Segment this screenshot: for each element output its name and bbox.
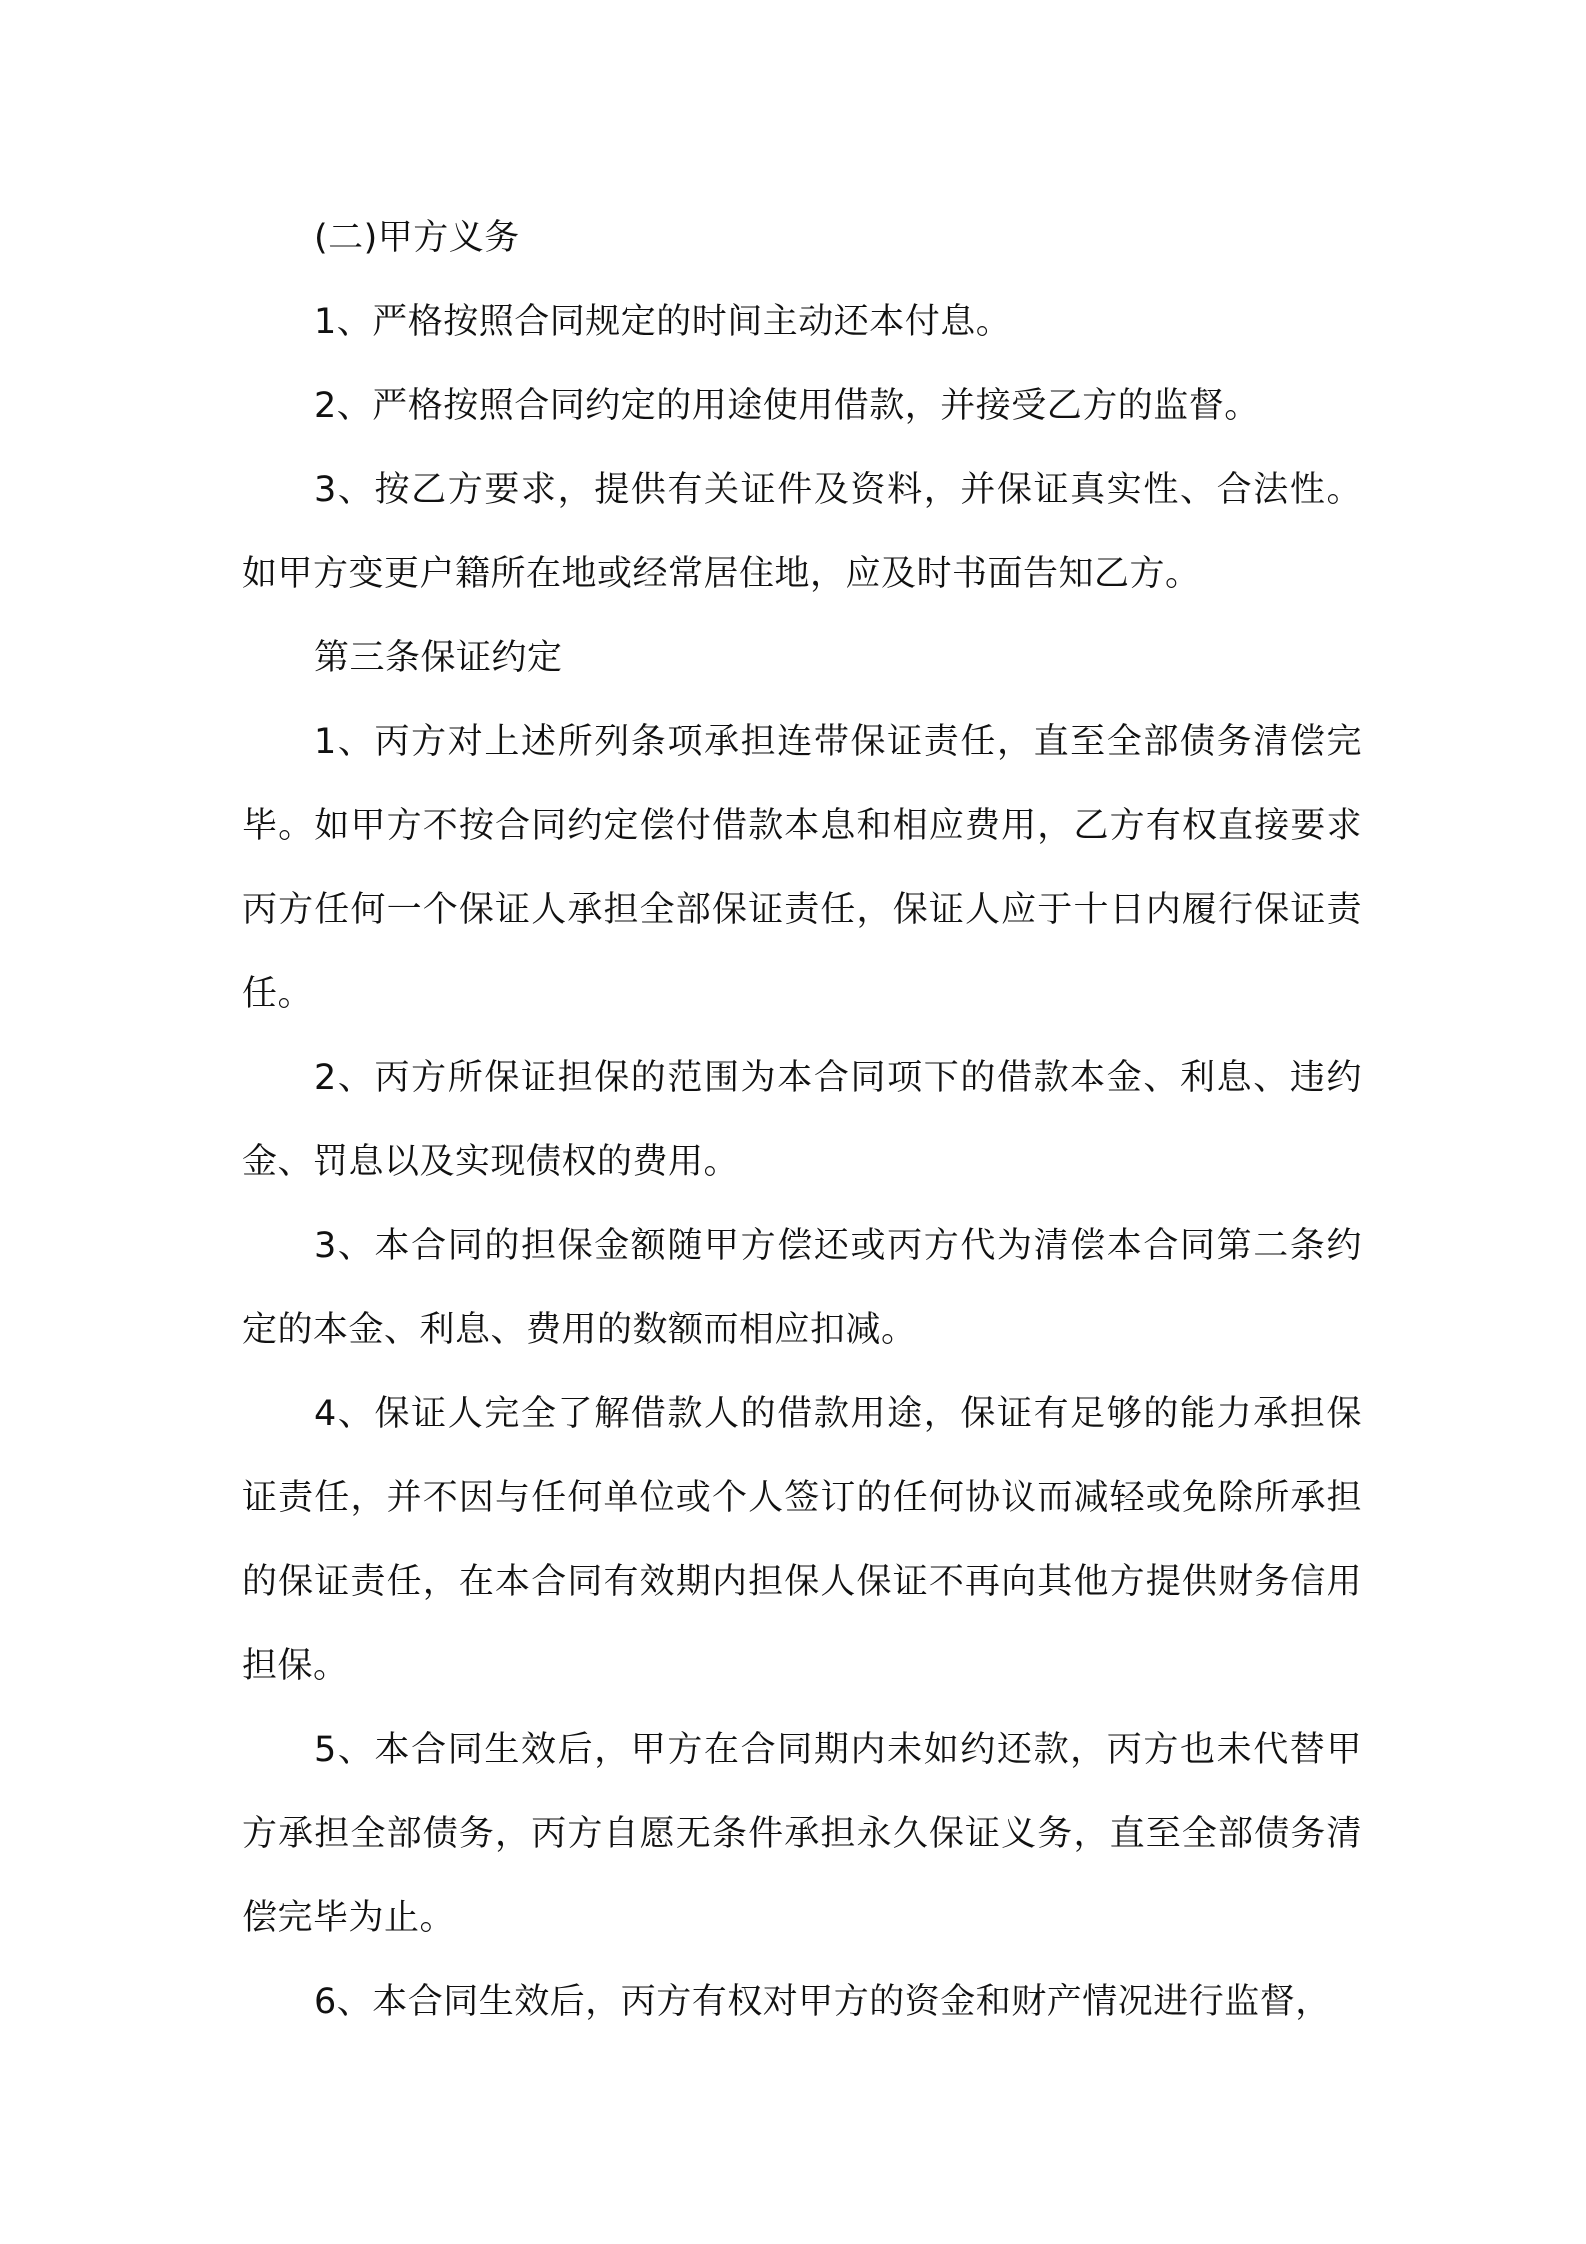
- obligation-item-1: 1、严格按照合同规定的时间主动还本付息。: [314, 302, 1012, 342]
- obligation-item-2: 2、严格按照合同约定的用途使用借款，并接受乙方的监督。: [314, 386, 1260, 426]
- document-body: [242, 196, 1362, 2044]
- guarantee-item-1: 1、丙方对上述所列条项承担连带保证责任，直至全部债务清偿完毕。如甲方不按合同约定偿付借款本息和相应费用，乙方有权直接要求丙方任何一个保证人承担全部保证责任，保证人应于十日内履行保证责任。: [242, 722, 1362, 1014]
- article-heading-guarantee: 第三条保证约定: [314, 638, 563, 678]
- obligation-item-3: 3、按乙方要求，提供有关证件及资料，并保证真实性、合法性。如甲方变更户籍所在地或经常居住地，应及时书面告知乙方。: [242, 470, 1362, 594]
- guarantee-item-2: 2、丙方所保证担保的范围为本合同项下的借款本金、利息、违约金、罚息以及实现债权的费用。: [242, 1058, 1362, 1182]
- guarantee-item-3: 3、本合同的担保金额随甲方偿还或丙方代为清偿本合同第二条约定的本金、利息、费用的数额而相应扣减。: [242, 1226, 1362, 1350]
- guarantee-item-4: 4、保证人完全了解借款人的借款用途，保证有足够的能力承担保证责任，并不因与任何单位或个人签订的任何协议而减轻或免除所承担的保证责任，在本合同有效期内担保人保证不再向其他方提供财务信用担保。: [242, 1394, 1362, 1686]
- guarantee-item-6: 6、本合同生效后，丙方有权对甲方的资金和财产情况进行监督，: [314, 1982, 1331, 2022]
- section-heading-party-a-obligations: (二)甲方义务: [314, 218, 520, 258]
- guarantee-item-5: 5、本合同生效后，甲方在合同期内未如约还款，丙方也未代替甲方承担全部债务，丙方自愿无条件承担永久保证义务，直至全部债务清偿完毕为止。: [242, 1730, 1362, 1938]
